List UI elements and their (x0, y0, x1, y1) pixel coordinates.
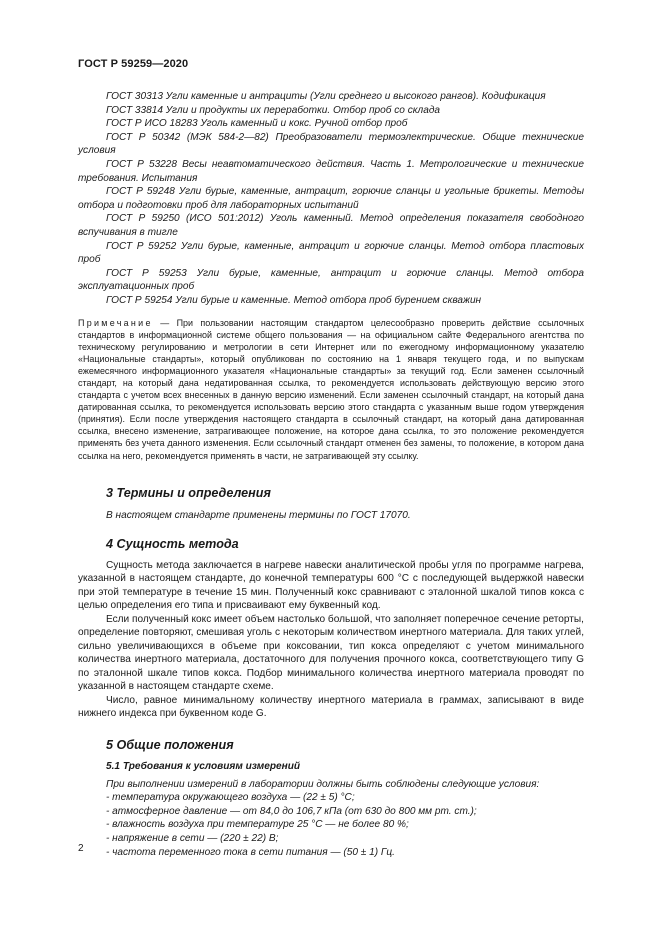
reference-item: ГОСТ Р 53228 Весы неавтоматического действия. Часть 1. Метрологические и технические требования. Испытания (78, 158, 584, 184)
paragraph: Число, равное минимальному количеству инертного материала в граммах, записывают в виде нижнего индекса при буквенном коде G. (78, 694, 584, 720)
condition-item: - напряжение в сети — (220 ± 22) В; (106, 833, 279, 844)
reference-list (78, 90, 584, 308)
note-block (78, 317, 584, 462)
section-4-title: 4 Сущность метода (106, 536, 239, 551)
reference-item: ГОСТ 30313 Угли каменные и антрациты (Угли среднего и высокого рангов). Кодификация (106, 91, 546, 102)
reference-item: ГОСТ Р 59252 Угли бурые, каменные, антрацит и горючие сланцы. Метод отбора пластовых проб (78, 240, 584, 266)
section-5-title: 5 Общие положения (106, 737, 234, 752)
conditions-list (78, 778, 584, 860)
subsection-5-1-title: 5.1 Требования к условиям измерений (106, 760, 301, 772)
document-header: ГОСТ Р 59259—2020 (78, 58, 189, 70)
reference-item: ГОСТ 33814 Угли и продукты их переработки. Отбор проб со склада (106, 104, 441, 116)
document-content (78, 90, 584, 859)
page-number: 2 (78, 843, 84, 854)
section-4-body (78, 559, 584, 721)
condition-item: - атмосферное давление — от 84,0 до 106,7 кПа (от 630 до 800 мм рт. ст.); (106, 805, 477, 817)
reference-item: ГОСТ Р 59254 Угли бурые и каменные. Метод отбора проб бурением скважин (106, 294, 482, 306)
reference-item: ГОСТ Р 59248 Угли бурые, каменные, антрацит, горючие сланцы и угольные брикеты. Методы отбора и подготовки проб для лабораторных испытаний (78, 186, 584, 211)
paragraph: Если полученный кокс имеет объем настолько большой, что заполняет поперечное сечение реторты, определение повторяют, смешивая уголь с некоторым количеством инертного материала. Для таких углей, сильно увеличивающихся в объеме при коксовании, тип кокса определяют с учетом минимального количества инертного материала, достаточного для получения прочного кокса, соответствующего типу G по эталонной шкале типов кокса. Подбор минимального количества инертного материала проводят по указанной в настоящем стандарте схеме. (78, 613, 584, 693)
condition-item: - влажность воздуха при температуре 25 °С — не более 80 %; (106, 819, 409, 831)
paragraph: Сущность метода заключается в нагреве навески аналитической пробы угля по программе нагрева, указанной в настоящем стандарте, до конечной температуры 600 °С с последующей выдержкой навески при этой температуре в течение 15 мин. Полученный кокс сравнивают с эталонной шкалой типов кокса с целью определения его типа и присваивают ему буквенный код. (78, 559, 584, 612)
conditions-intro: При выполнении измерений в лаборатории должны быть соблюдены следующие условия: (106, 778, 540, 790)
reference-item: ГОСТ Р ИСО 18283 Уголь каменный и кокс. Ручной отбор проб (106, 118, 408, 130)
section-3-title: 3 Термины и определения (106, 485, 271, 500)
note-text: — При пользовании настоящим стандартом целесообразно проверить действие ссылочных стандартов в информационной системе общего пользования — на официальном сайте Федерального агентства по техническому регулированию и метрологии в сети Интернет или по ежегодному информационному указателю «Национальные стандарты», который опубликован по состоянию на 1 января текущего года, и по выпускам ежемесячного информационного указателя «Национальные стандарты» за текущий год. Если заменен ссылочный стандарт, на который дана недатированная ссылка, то рекомендуется использовать действующую версию этого стандарта с учетом всех внесенных в данную версию изменений. Если заменен ссылочный стандарт, на который дана датированная ссылка, то рекомендуется использовать версию этого стандарта с указанным выше годом утверждения (принятия). Если после утверждения настоящего стандарта в ссылочный стандарт, на который дана датированная ссылка, внесено изменение, затрагивающее положение, на которое дана ссылка, то это положение рекомендуется применять без учета данного изменения. Если ссылочный стандарт отменен без замены, то положение, в котором дана ссылка на него, рекомендуется применять в части, не затрагивающей эту ссылку. (78, 317, 585, 461)
section-3-text: В настоящем стандарте применены термины по ГОСТ 17070. (106, 509, 411, 521)
condition-item: - частота переменного тока в сети питания — (50 ± 1) Гц. (106, 846, 395, 858)
condition-item: - температура окружающего воздуха — (22 ± 5) °С; (106, 792, 355, 804)
reference-item: ГОСТ Р 59253 Угли бурые, каменные, антрацит и горючие сланцы. Метод отбора эксплуатационных проб (78, 267, 584, 293)
note-label: Примечание (78, 317, 153, 328)
reference-item: ГОСТ Р 50342 (МЭК 584-2—82) Преобразователи термоэлектрические. Общие технические условия (78, 131, 584, 157)
reference-item: ГОСТ Р 59250 (ИСО 501:2012) Уголь каменный. Метод определения показателя свободного вспучивания в тигле (78, 213, 584, 238)
